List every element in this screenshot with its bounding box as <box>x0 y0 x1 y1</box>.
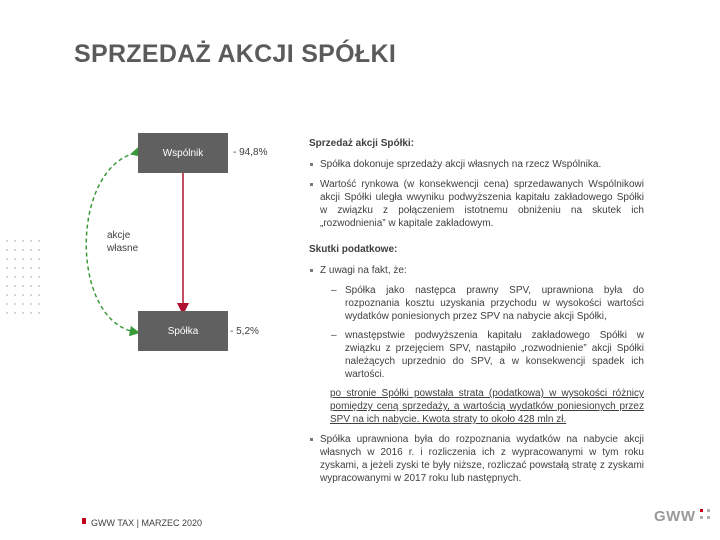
company-label: Spółka <box>167 325 199 337</box>
logo-dots-icon <box>700 509 710 519</box>
partner-box <box>138 133 228 173</box>
tax-dash-text: wnastępstwie podwyższenia kapitału zakładowego Spółki w związku z przejęciem SPV, nastąpiło „rozwodnienie” akcji Spółki należących uprzednio do SPV, a w konsekwencji spadek ich wartości. <box>345 330 644 380</box>
gww-logo: GWW <box>654 508 696 525</box>
final-bullet: Spółka uprawniona była do rozpoznania wydatków na nabycie akcji własnych w 2016 r. i rozliczenia ich z wypracowanymi w tym roku zyskami, a jeżeli zyski te były niższe, rozliczać powstałą stratę z zyskami wypracowanymi w 2017 roku lub następnych. <box>309 433 644 485</box>
partner-percentage: - 94,8% <box>233 147 268 158</box>
tax-dash-text: Spółka jako następca prawny SPV, uprawniona była do rozpoznania kosztu uzyskania przychodu w wysokości wartości wydatków poniesionych przez SPV na nabycie akcji Spółki, <box>345 285 644 322</box>
tax-dash-item: – wnastępstwie podwyższenia kapitału zakładowego Spółki w związku z przejęciem SPV, nastąpiło „rozwodnienie” akcji Spółki należących uprzednio do SPV, a w konsekwencji spadek ich wartości. <box>331 330 644 380</box>
tax-conclusion: po stronie Spółki powstała strata (podatkowa) w wysokości różnicy pomiędzy ceną sprzedaży, a wartością wydatków poniesionych przez SPV na ich nabycie. Kwota straty to około 428 mln zł. <box>330 388 644 425</box>
footer-text: GWW TAX | MARZEC 2020 <box>91 518 203 528</box>
own-shares-label-line1: akcje <box>107 230 131 241</box>
partner-label: Wspólnik <box>162 147 204 159</box>
content-panel <box>309 137 644 492</box>
own-shares-label-line2: własne <box>107 243 139 254</box>
own-shares-label <box>107 229 138 255</box>
sale-bullet: Wartość rynkowa (w konsekwencji cena) sprzedawanych Wspólnikowi akcji Spółki uległa wwyniku podwyższenia kapitału zakładowego Spółki w związku z połączeniem istotnemu obniżeniu na skutek ich „rozwodnienia” w kapitale zakładowym. <box>309 178 644 230</box>
tax-dash-item: – Spółka jako następca prawny SPV, uprawniona była do rozpoznania kosztu uzyskania przychodu w wysokości wartości wydatków poniesionych przez SPV na nabycie akcji Spółki, <box>331 285 644 322</box>
tax-intro: Z uwagi na fakt, że: <box>309 264 644 277</box>
company-percentage: - 5,2% <box>230 326 259 337</box>
decorative-dot-grid <box>6 240 40 314</box>
slide-title: SPRZEDAŻ AKCJI SPÓŁKI <box>74 40 397 68</box>
company-box <box>138 311 228 351</box>
sale-header: Sprzedaż akcji Spółki: <box>309 138 415 149</box>
tax-header: Skutki podatkowe: <box>309 244 398 255</box>
sale-bullet: Spółka dokonuje sprzedaży akcji własnych na rzecz Wspólnika. <box>309 158 644 171</box>
